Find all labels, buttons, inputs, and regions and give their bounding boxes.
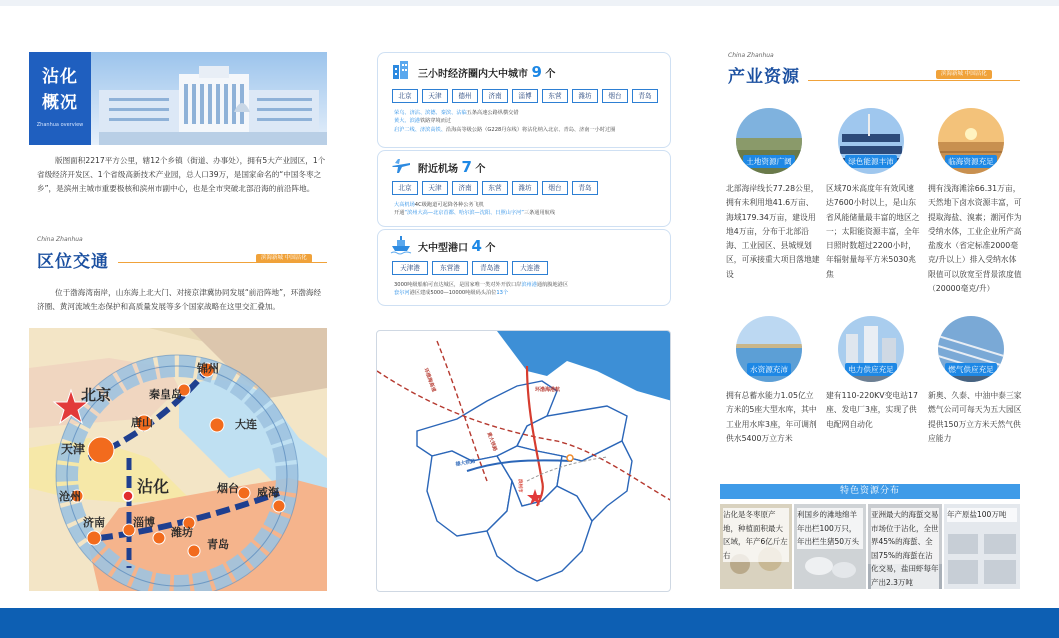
- map-label-beijing: 北京: [81, 386, 112, 404]
- green-energy-text: 区域70米高度年有效风速达7600小时以上，是山东省风能储量最丰富的地区之一；太阳能资源丰富，全年日照时数超过2200小时，年辐射量每平方米5030兆焦: [826, 184, 920, 279]
- resource-label: 电力供应充足: [845, 363, 897, 376]
- feature-seafood-text: 亚洲最大的海蜇交易市场位于沾化，全世界45%的海蜇、全国75%的海蜇在沾化交易，盐田虾每年产出2.3万吨: [871, 508, 939, 589]
- card-economic-circle: [377, 52, 671, 148]
- map-label-cangzhou: 沧州: [59, 490, 81, 503]
- water-resource-text: 拥有总蓄水能力1.05亿立方米的5座大型水库，其中工业用水库3座，年可调剂供水5400万立方米: [726, 391, 817, 443]
- overview-title-line2: 概况: [42, 93, 78, 113]
- card-airports-title: [418, 158, 485, 176]
- chip-city: 淄博: [512, 89, 538, 103]
- ship-icon: [390, 233, 412, 255]
- feature-salt-text: 年产原盐100万吨: [947, 508, 1017, 522]
- note-text: 铁路穿境而过: [419, 118, 452, 125]
- card-airports-note: [394, 201, 666, 218]
- card-economic-count: 9: [531, 63, 542, 81]
- overview-intro-paragraph: 版图面积2217平方公里，辖12个乡镇（街道、办事处），拥有5大产业园区，1个省级经济开发区、1个省级高新技术产业园，总人口39万，是国家命名的“中国冬枣之乡”，是滨州主城市重要极核和滨州市副中心，也是全市突破北部沿海的前沿阵地。: [37, 156, 326, 193]
- gas-supply-text: 新奥、久泰、中油中泰三家燃气公司可每天为五大园区提供150万立方米天然气供应能力: [928, 391, 1022, 443]
- card-economic-title: [418, 63, 555, 81]
- note-highlight: 大高机场: [394, 202, 415, 208]
- chip-port: 青岛港: [472, 261, 508, 275]
- resource-label: 土地资源广阔: [743, 155, 795, 168]
- card-economic-note: [394, 109, 666, 134]
- card-airports-title-text: 附近机场: [418, 164, 458, 175]
- card-airports: [377, 150, 671, 227]
- regional-map: [29, 328, 327, 591]
- chip-city: 天津: [422, 89, 448, 103]
- chip-city: 德州: [452, 89, 478, 103]
- feature-jujube-text: 沾化是冬枣原产地，种植面积最大区域，年产6亿斤左右: [723, 508, 789, 562]
- feature-seafood: [868, 504, 942, 589]
- chip-city: 东营: [542, 89, 568, 103]
- card-ports-unit: 个: [485, 243, 496, 254]
- chip-airport: 北京: [392, 181, 418, 195]
- bottom-border: [0, 608, 1059, 638]
- feature-jujube: [720, 504, 792, 589]
- resource-label: 燃气供应充足: [945, 363, 997, 376]
- traffic-paragraph: 位于渤海湾南岸，山东海上北大门、对接京津冀协同发展“前沿阵地”，环渤海经济圈、黄河流域生态保护和高质量发展等多个国家战略在这里交汇叠加。: [37, 288, 322, 311]
- resource-label: 临海资源充足: [945, 155, 997, 168]
- note-highlight: 启沪二线、济滨高铁、: [394, 126, 446, 133]
- feature-resources-header: 特色资源分布: [720, 484, 1020, 499]
- land-resource-text: 北部海岸线长77.28公里，拥有未利用地41.6万亩、海域179.34万亩，建设用地4万亩，分布于北部沿海、工业园区、县城规划区，可承接重大项目落地建设: [726, 184, 820, 279]
- chip-airport: 天津: [422, 181, 448, 195]
- map-route-label-1: 环渤海高速: [422, 367, 437, 393]
- card-ports: [377, 229, 671, 306]
- coastal-resource-photo: [938, 108, 1004, 174]
- note-highlight: 13个: [496, 290, 509, 297]
- note-text: 4C级跑道可起降各种公务飞机: [414, 202, 484, 208]
- airplane-icon: [390, 154, 412, 176]
- card-airports-count: 7: [461, 158, 472, 176]
- map-label-qinhuangdao: 秦皇岛: [149, 388, 182, 401]
- card-economic-unit: 个: [545, 69, 556, 80]
- water-resource-photo: [736, 316, 802, 382]
- note-text: 开通: [394, 210, 405, 217]
- map-label-jinan: 济南: [83, 516, 105, 529]
- chip-airport: 烟台: [542, 181, 568, 195]
- chip-city: 济南: [482, 89, 508, 103]
- note-highlight: 套尔河: [394, 290, 410, 297]
- power-supply-text: 建有110-220KV变电站17座、发电厂3座，实现了供电配网自动化: [826, 391, 918, 429]
- traffic-section-en: China Zhanhua: [37, 236, 83, 243]
- note-text: 三条通用航线: [523, 210, 556, 217]
- chip-airport: 济南: [452, 181, 478, 195]
- chip-city: 青岛: [632, 89, 658, 103]
- card-ports-count: 4: [471, 237, 482, 255]
- chip-airport: 潍坊: [512, 181, 538, 195]
- regional-map-graphic: [29, 328, 327, 591]
- feature-livestock-text: 利国乡的滩地绵羊年出栏100万只，年出栏生猪50万头: [797, 508, 863, 549]
- note-text: 沿海高等级公路（G228丹东线）将沾化纳入北京、青岛、济南一小时过圈: [445, 126, 616, 133]
- overview-title-box: [29, 52, 91, 145]
- county-route-map-graphic: [377, 331, 671, 592]
- map-label-tangshan: 唐山: [131, 416, 153, 429]
- card-ports-title: [418, 237, 495, 255]
- top-border: [0, 0, 1059, 6]
- land-resource-photo: [736, 108, 802, 174]
- resource-label: 绿色能源丰沛: [845, 155, 897, 168]
- gas-supply-photo: [938, 316, 1004, 382]
- chip-port: 东营港: [432, 261, 468, 275]
- note-highlight: 滨州港: [521, 282, 537, 288]
- map-route-label-coast: 环渤海港航: [535, 387, 561, 393]
- card-ports-note: [394, 281, 666, 298]
- resources-section-tag: 滨海新城 中国沾化: [936, 70, 992, 79]
- chip-city: 北京: [392, 89, 418, 103]
- map-city-dot-label: 滨州市: [517, 479, 522, 493]
- chip-airport: 青岛: [572, 181, 598, 195]
- map-label-qingdao: 青岛: [207, 538, 229, 551]
- county-route-map: [376, 330, 671, 592]
- map-label-zibo: 淄博: [133, 516, 155, 529]
- traffic-section-title: 区位交通: [37, 252, 109, 272]
- chip-city: 潍坊: [572, 89, 598, 103]
- map-label-zhanhua: 沾化: [137, 477, 170, 496]
- card-airports-unit: 个: [475, 164, 486, 175]
- chip-airport: 东营: [482, 181, 508, 195]
- note-text: 通航腹地港区: [536, 282, 569, 288]
- card-economic-title-text: 三小时经济圈内大中城市: [418, 69, 528, 80]
- green-energy-photo: [838, 108, 904, 174]
- chip-city: 烟台: [602, 89, 628, 103]
- coastal-resource-text: 拥有浅海滩涂66.31万亩，天然地下卤水资源丰富，可提取海盐、溴素；潮河作为受纳水体，工业企业所产高盐废水（省定标准2000毫克/升以上）排入受纳水体限值可以放宽至背景浓度值（20000毫克/升）: [928, 184, 1022, 294]
- map-label-dalian: 大连: [235, 418, 257, 431]
- card-ports-title-text: 大中型港口: [418, 243, 468, 254]
- feature-livestock: [794, 504, 866, 589]
- map-label-tianjin: 天津: [61, 442, 86, 456]
- resources-section-en: China Zhanhua: [728, 52, 774, 59]
- traffic-section-tag: 滨海新城 中国沾化: [256, 254, 312, 263]
- power-supply-photo: [838, 316, 904, 382]
- resources-section-title: 产业资源: [728, 67, 800, 87]
- overview-title-en: Zhanhua overview: [36, 122, 84, 128]
- map-label-jinzhou: 锦州: [197, 362, 219, 375]
- resource-label: 水资源充沛: [747, 363, 791, 376]
- chip-port: 大连港: [512, 261, 548, 275]
- note-highlight: “滨州大高—北京首都、哈尔滨—沈阳、日照山字河”: [404, 210, 524, 217]
- note-text: 3000吨级船舶可直达城区，是国家唯一类对外开放口岸: [394, 282, 522, 288]
- feature-salt: [944, 504, 1020, 589]
- note-text: 五条高速公路纵横交错: [466, 110, 519, 116]
- resources-section-rule: [808, 80, 1020, 81]
- buildings-icon: [390, 59, 412, 81]
- map-label-yantai: 烟台: [217, 482, 239, 495]
- map-route-label-rail: 德大铁路: [455, 458, 476, 468]
- note-highlight: 荣乌、济沾、滨德、秦滨、沾临: [394, 110, 467, 116]
- overview-title-line1: 沾化: [42, 67, 78, 87]
- map-label-weifang: 潍坊: [171, 526, 193, 539]
- note-highlight: 黄大、滨港: [394, 118, 420, 125]
- chip-port: 天津港: [392, 261, 428, 275]
- note-text: 港区建成5000—10000吨级码头泊位: [409, 290, 497, 297]
- map-route-label-dao: 黄大铁路: [485, 431, 498, 453]
- map-label-weihai: 威海: [257, 486, 279, 499]
